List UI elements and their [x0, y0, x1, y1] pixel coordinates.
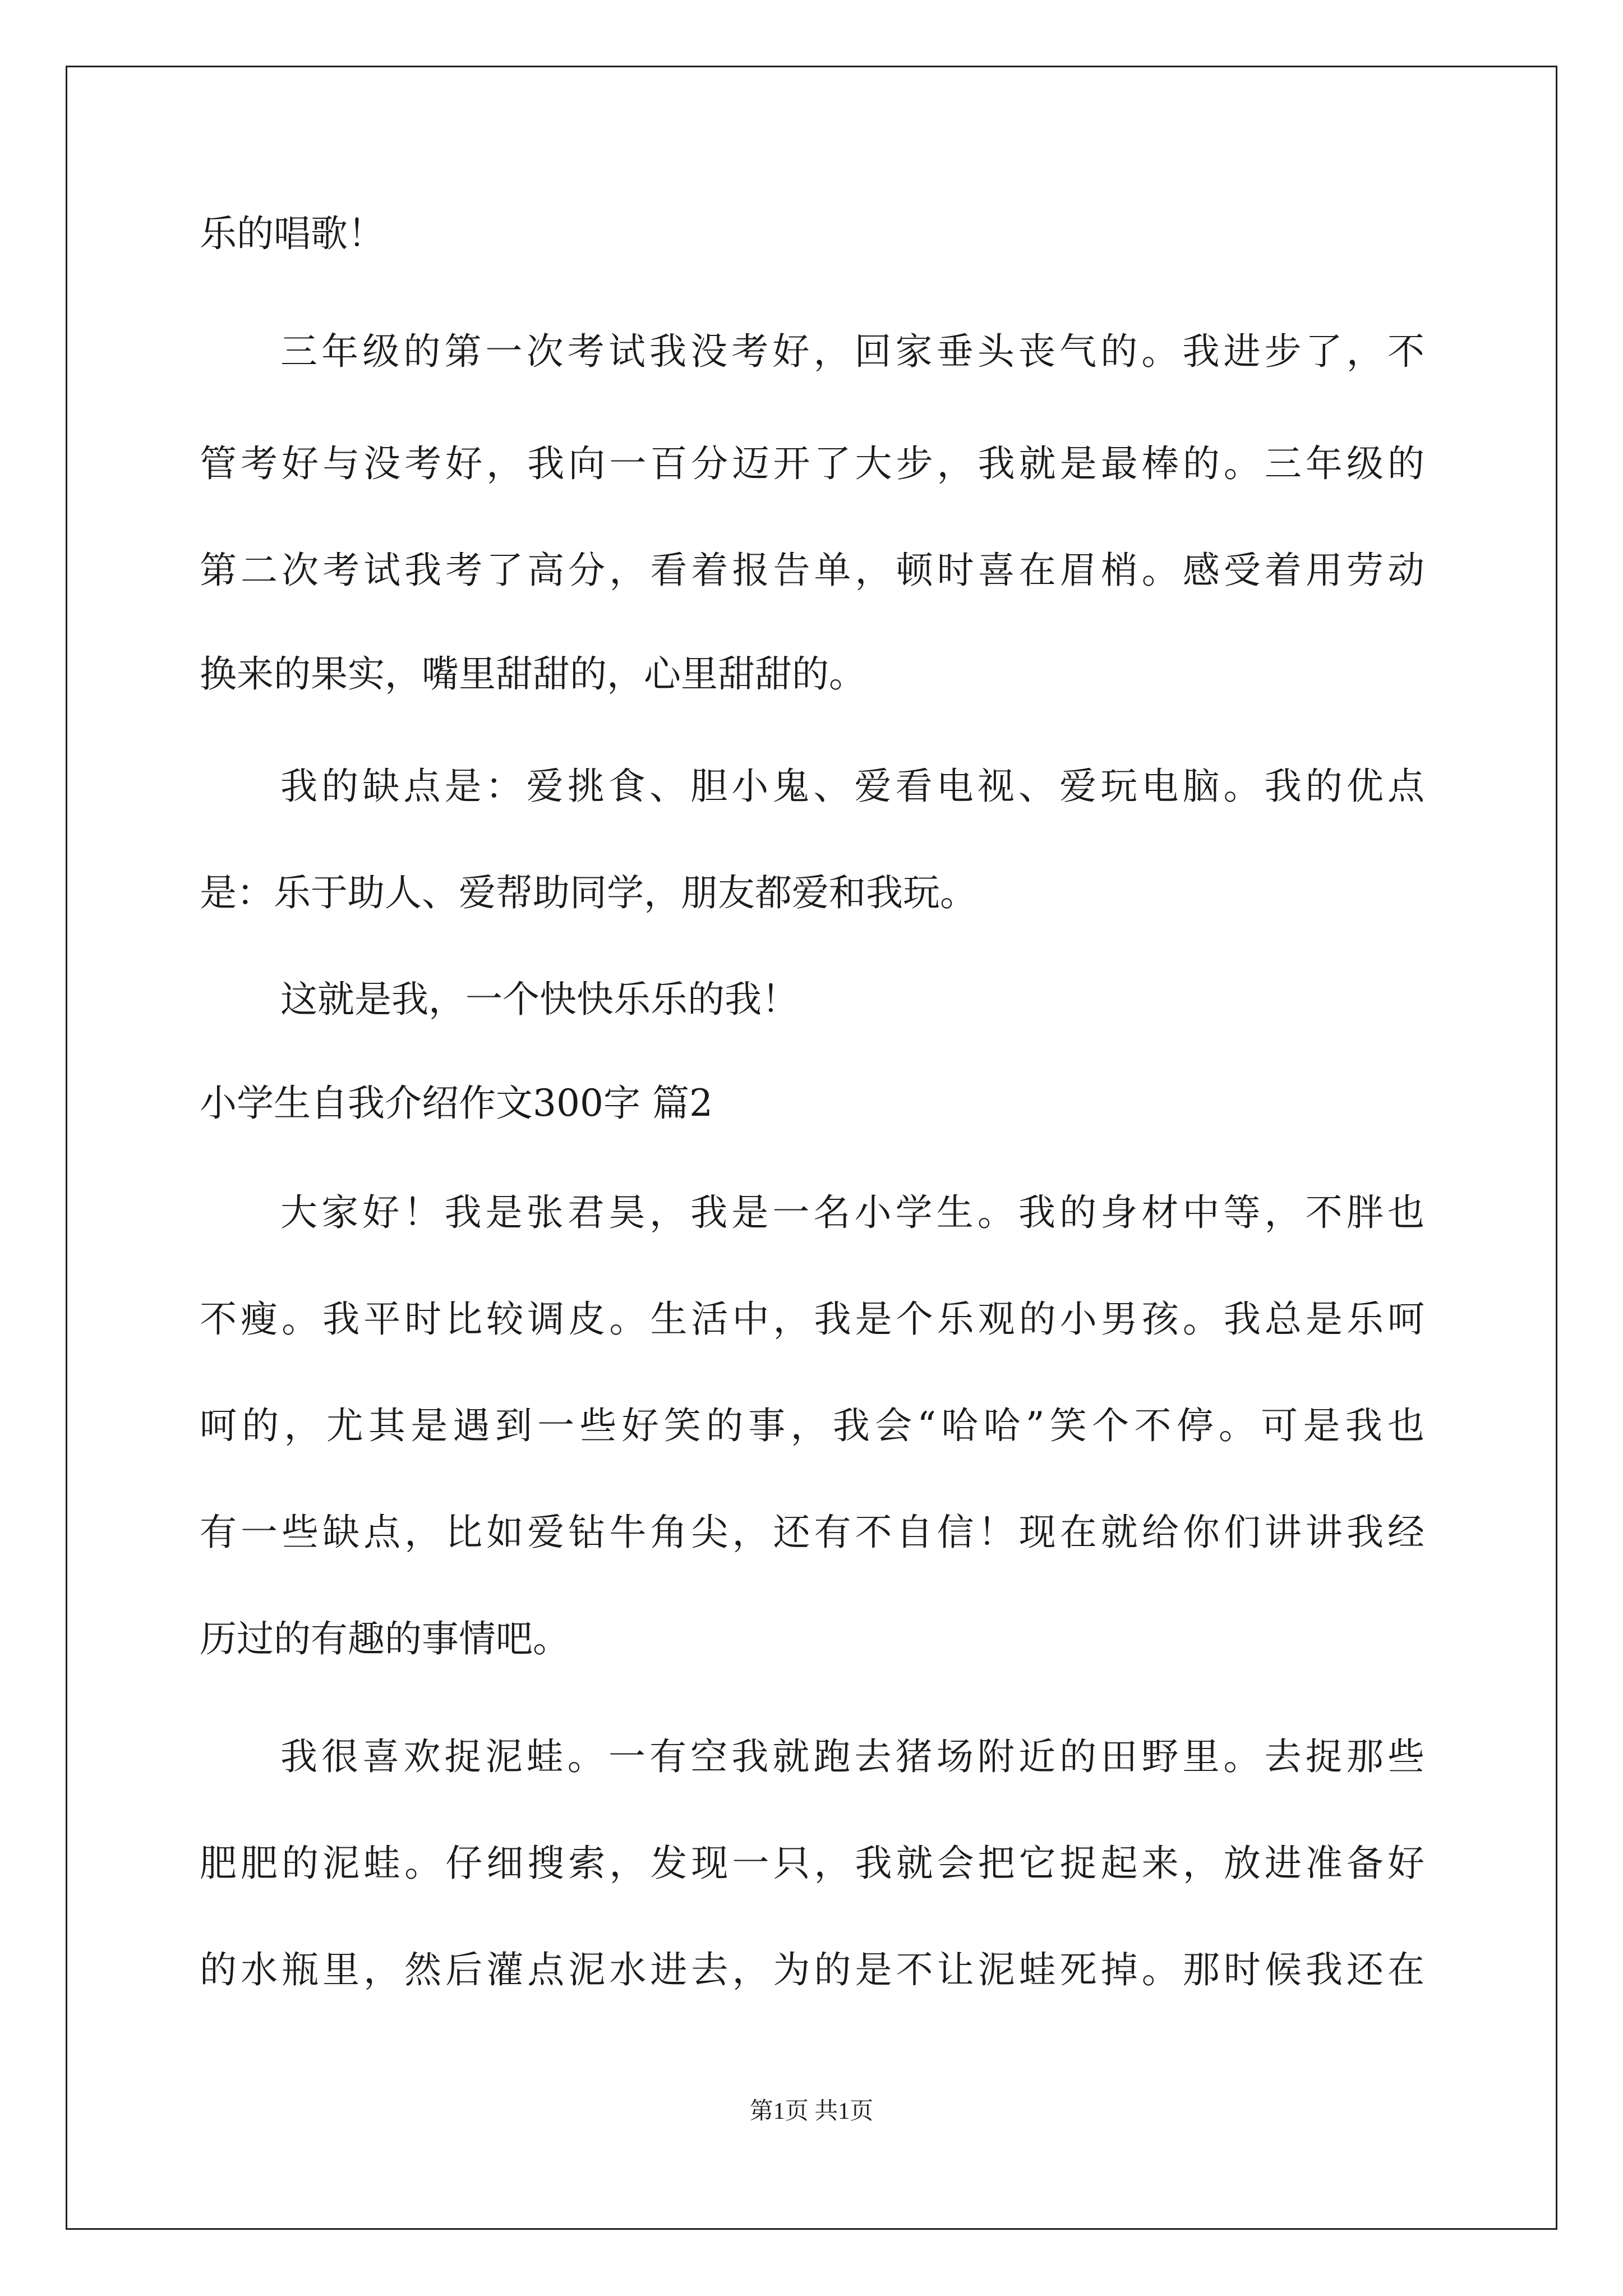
- paragraph-line: 我很喜欢捉泥蛙。一有空我就跑去猪场附近的田野里。去捉那些: [280, 1735, 1424, 1778]
- section-heading: 小学生自我介绍作文300字 篇2: [200, 1082, 713, 1125]
- paragraph-line: 的水瓶里，然后灌点泥水进去，为的是不让泥蛙死掉。那时候我还在: [200, 1948, 1424, 1991]
- paragraph-line: 历过的有趣的事情吧。: [200, 1617, 570, 1660]
- paragraph-line: 不瘦。我平时比较调皮。生活中，我是个乐观的小男孩。我总是乐呵: [200, 1297, 1424, 1341]
- paragraph-line: 肥肥的泥蛙。仔细搜索，发现一只，我就会把它捉起来，放进准备好: [200, 1842, 1424, 1885]
- paragraph-line: 大家好！我是张君昊，我是一名小学生。我的身材中等，不胖也: [280, 1191, 1424, 1234]
- paragraph-line: 有一些缺点，比如爱钻牛角尖，还有不自信！现在就给你们讲讲我经: [200, 1511, 1424, 1554]
- paragraph-line: 呵的，尤其是遇到一些好笑的事，我会“哈哈”笑个不停。可是我也: [200, 1404, 1424, 1447]
- paragraph-line: 乐的唱歌！: [200, 212, 385, 255]
- paragraph-line: 三年级的第一次考试我没考好，回家垂头丧气的。我进步了，不: [280, 330, 1424, 373]
- paragraph-line: 第二次考试我考了高分，看着报告单，顿时喜在眉梢。感受着用劳动: [200, 549, 1424, 592]
- page-border: [66, 66, 1557, 2230]
- paragraph-line: 管考好与没考好，我向一百分迈开了大步，我就是最棒的。三年级的: [200, 442, 1424, 485]
- paragraph-line: 我的缺点是：爱挑食、胆小鬼、爱看电视、爱玩电脑。我的优点: [280, 765, 1424, 808]
- paragraph-line: 这就是我，一个快快乐乐的我！: [280, 978, 799, 1021]
- paragraph-line: 是：乐于助人、爱帮助同学，朋友都爱和我玩。: [200, 871, 977, 914]
- page-footer: 第1页 共1页: [749, 2099, 874, 2124]
- paragraph-line: 换来的果实，嘴里甜甜的，心里甜甜的。: [200, 652, 866, 696]
